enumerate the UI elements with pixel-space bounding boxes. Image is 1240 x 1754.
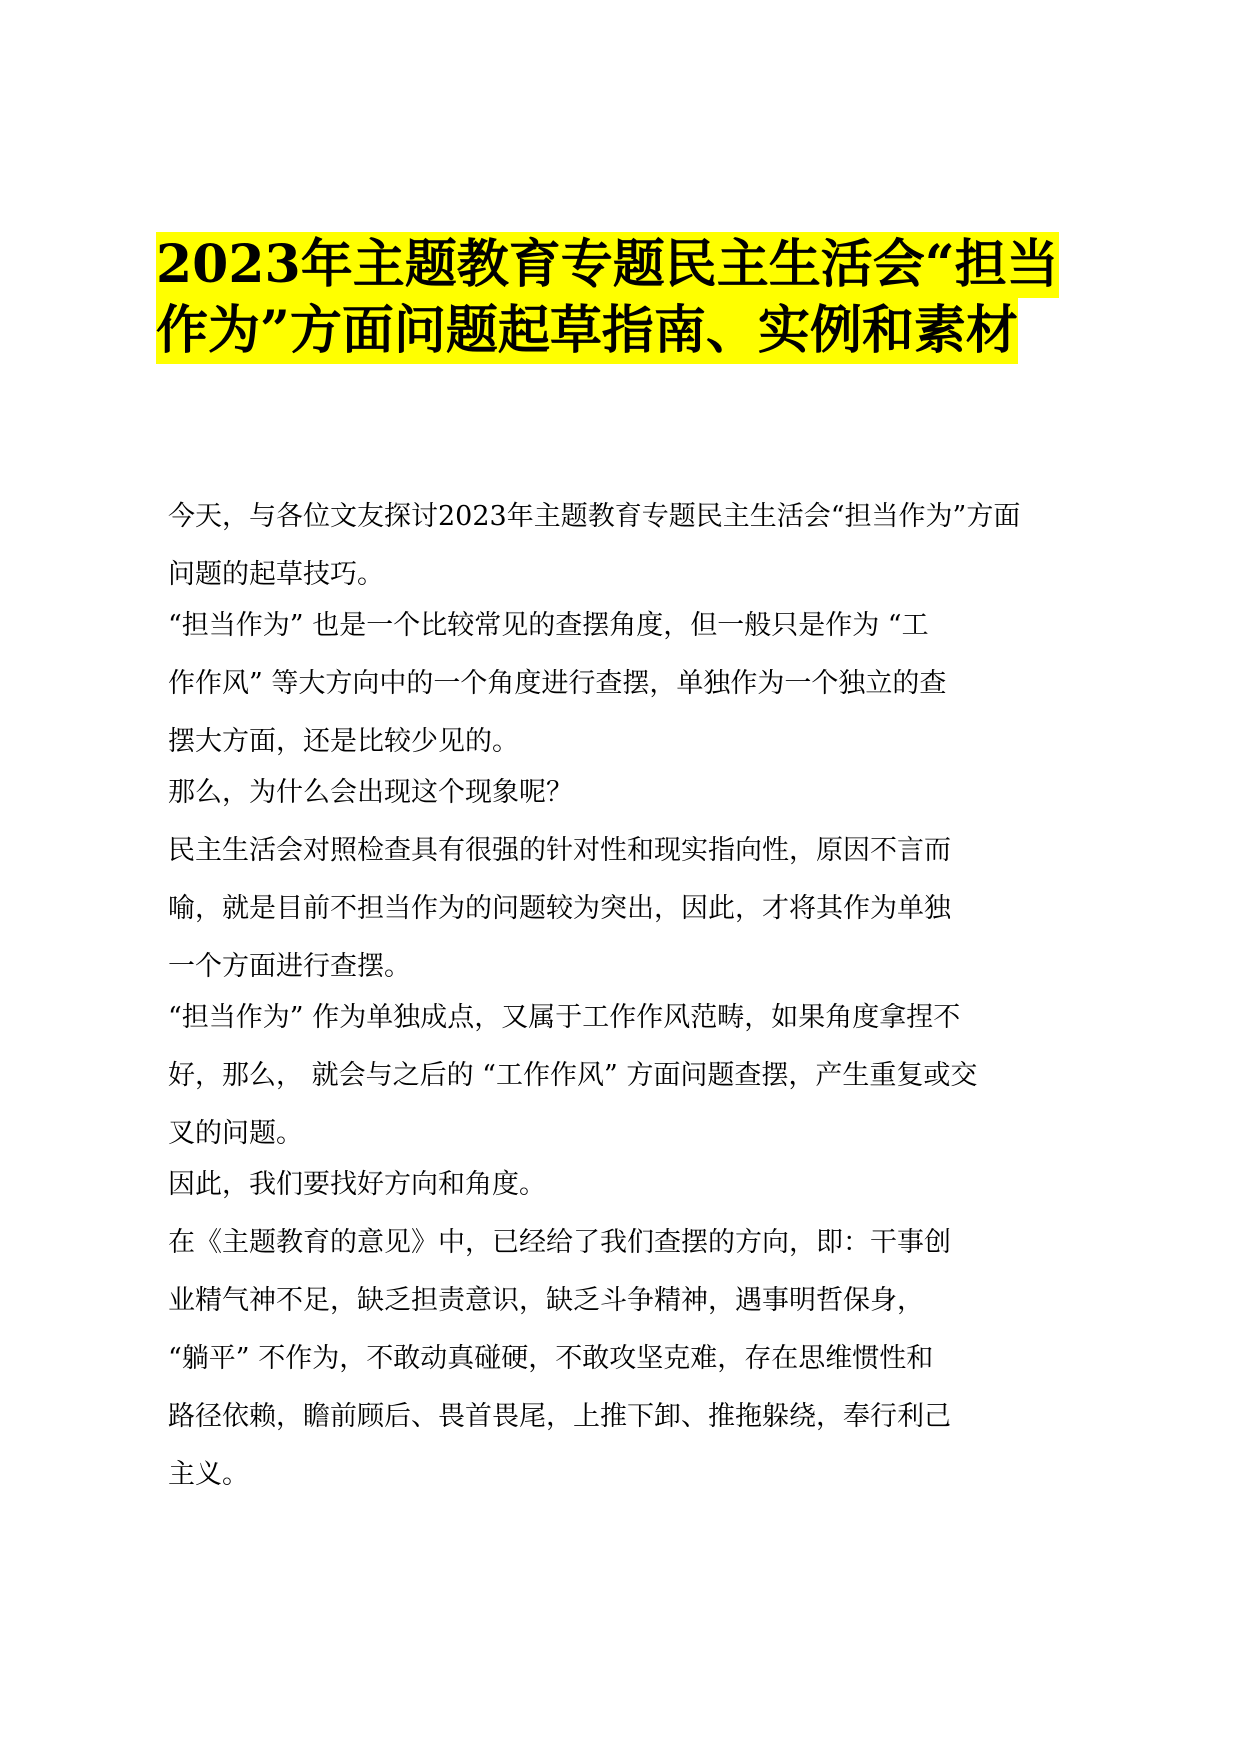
paragraph [168, 1221, 1068, 1497]
paragraph [168, 604, 1068, 764]
paragraph [168, 771, 1068, 815]
paragraph-line: 叉的问题。 [168, 1118, 303, 1149]
paragraph-line: 民主生活会对照检查具有很强的针对性和现实指向性，原因不言而 [168, 835, 951, 866]
paragraph-line: 作作风” 等大方向中的一个角度进行查摆，单独作为一个独立的查 [168, 668, 947, 699]
paragraph-line: 路径依赖，瞻前顾后、畏首畏尾，上推下卸、推拖躲绕，奉行利己 [168, 1401, 951, 1432]
paragraph [168, 996, 1068, 1156]
paragraph [168, 495, 1068, 597]
paragraph-line: 好，那么， 就会与之后的 “工作作风” 方面问题查摆，产生重复或交 [168, 1060, 978, 1091]
paragraph-line: 喻，就是目前不担当作为的问题较为突出，因此，才将其作为单独 [168, 893, 951, 924]
paragraph [168, 1163, 1068, 1207]
paragraph-line: “躺平” 不作为，不敢动真碰硬，不敢攻坚克难，存在思维惯性和 [168, 1343, 934, 1374]
paragraph-line: 那么，为什么会出现这个现象呢？ [168, 777, 573, 808]
paragraph-line: 业精气神不足，缺乏担责意识，缺乏斗争精神，遇事明哲保身， [168, 1285, 924, 1316]
paragraph-line: 主义。 [168, 1459, 249, 1490]
paragraph [168, 829, 1068, 989]
title-line-2: 作为”方面问题起草指南、实例和素材 [156, 298, 1018, 364]
title-line-1: 2023年主题教育专题民主生活会“担当 [156, 232, 1059, 298]
document-title [156, 232, 1076, 364]
paragraph-line: 摆大方面，还是比较少见的。 [168, 726, 519, 757]
paragraph-line: 因此，我们要找好方向和角度。 [168, 1169, 546, 1200]
document-body [168, 495, 1068, 1497]
paragraph-line: 今天，与各位文友探讨2023年主题教育专题民主生活会“担当作为”方面 [168, 501, 1021, 532]
paragraph-line: “担当作为” 作为单独成点，又属于工作作风范畴，如果角度拿捏不 [168, 1002, 961, 1033]
paragraph-line: 一个方面进行查摆。 [168, 951, 411, 982]
paragraph-line: “担当作为” 也是一个比较常见的查摆角度，但一般只是作为 “工 [168, 610, 929, 641]
paragraph-line: 问题的起草技巧。 [168, 559, 384, 590]
paragraph-line: 在《主题教育的意见》中，已经给了我们查摆的方向，即：干事创 [168, 1227, 951, 1258]
